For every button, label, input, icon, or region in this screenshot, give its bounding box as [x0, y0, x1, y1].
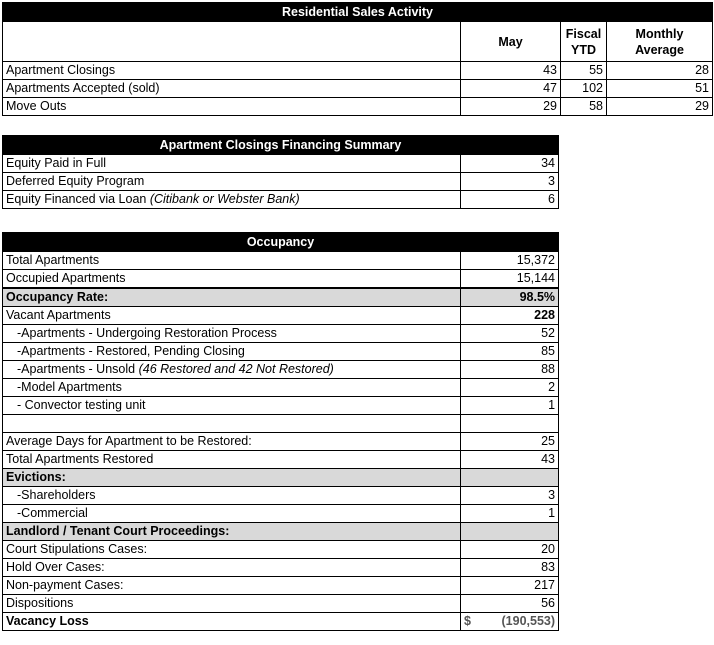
table-row: Average Days for Apartment to be Restored: 25 [3, 433, 559, 451]
table-row: -Commercial 1 [3, 505, 559, 523]
table-row: -Model Apartments 2 [3, 379, 559, 397]
table-row: Apartments Accepted (sold) 47 102 51 [3, 80, 713, 98]
table-row: -Apartments - Unsold (46 Restored and 42 Not Restored) 88 [3, 361, 559, 379]
occupancy-table [2, 232, 559, 631]
sales-activity-title: Residential Sales Activity [3, 3, 713, 22]
table-row: -Apartments - Restored, Pending Closing 85 [3, 343, 559, 361]
currency-symbol: $ [464, 614, 471, 628]
table-row: Non-payment Cases: 217 [3, 577, 559, 595]
table-row: -Apartments - Undergoing Restoration Process 52 [3, 325, 559, 343]
landlord-header-row: Landlord / Tenant Court Proceedings: [3, 523, 559, 541]
col-header-may: May [461, 22, 561, 62]
table-row: Court Stipulations Cases: 20 [3, 541, 559, 559]
sales-activity-table [2, 2, 713, 116]
vacancy-loss-value: (190,553) [501, 614, 556, 628]
table-row: - Convector testing unit 1 [3, 397, 559, 415]
col-header-monthly-average: Monthly Average [607, 22, 713, 62]
row-label: Apartments Accepted (sold) [3, 80, 461, 98]
table-row: Equity Paid in Full 34 [3, 155, 559, 173]
financing-summary-table [2, 135, 559, 209]
financing-summary-title: Apartment Closings Financing Summary [3, 136, 559, 155]
blank-row [3, 415, 559, 433]
occupancy-title: Occupancy [3, 233, 559, 252]
evictions-header-row: Evictions: [3, 469, 559, 487]
col-header-fiscal-ytd: Fiscal YTD [561, 22, 607, 62]
table-row: Vacant Apartments 228 [3, 307, 559, 325]
table-row: Apartment Closings 43 55 28 [3, 62, 713, 80]
table-row: Deferred Equity Program 3 [3, 173, 559, 191]
vacancy-loss-row: Vacancy Loss $ (190,553) [3, 613, 559, 631]
table-row: Hold Over Cases: 83 [3, 559, 559, 577]
table-row: Total Apartments Restored 43 [3, 451, 559, 469]
table-row: Equity Financed via Loan (Citibank or Webster Bank) 6 [3, 191, 559, 209]
table-row: Total Apartments 15,372 [3, 252, 559, 270]
table-row: -Shareholders 3 [3, 487, 559, 505]
table-row: Move Outs 29 58 29 [3, 98, 713, 116]
table-row: Dispositions 56 [3, 595, 559, 613]
row-label: Apartment Closings [3, 62, 461, 80]
table-row: Occupied Apartments 15,144 [3, 270, 559, 289]
occupancy-rate-row: Occupancy Rate: 98.5% [3, 288, 559, 307]
row-label: Move Outs [3, 98, 461, 116]
